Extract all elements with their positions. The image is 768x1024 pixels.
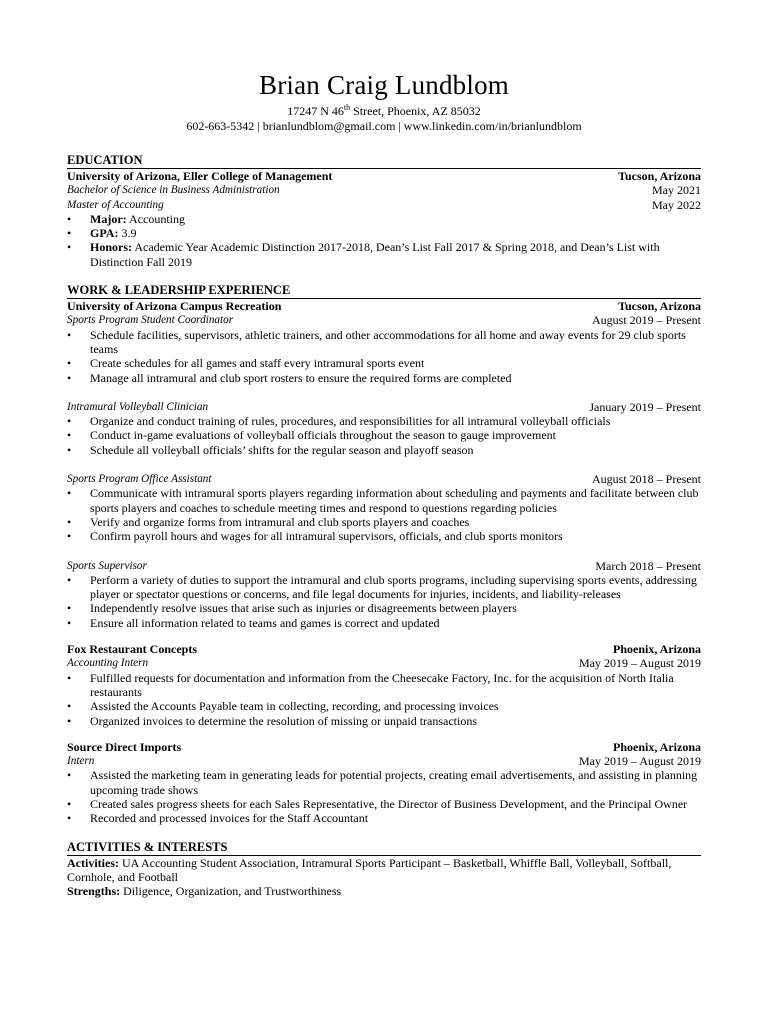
spacer xyxy=(67,544,701,559)
org-row xyxy=(67,299,701,313)
degree-bachelor: Bachelor of Science in Business Administration xyxy=(67,184,280,197)
education-gpa xyxy=(67,226,701,240)
address-ordinal: th xyxy=(343,103,351,112)
school-name: University of Arizona, Eller College of Management xyxy=(67,169,333,183)
org-location: Phoenix, Arizona xyxy=(612,739,701,754)
bullet-item: • Independently resolve issues that arise such as injuries or disagreements between players xyxy=(67,601,701,615)
role-bullets xyxy=(67,414,701,457)
spacer xyxy=(67,728,701,740)
role-date: May 2019 – August 2019 xyxy=(578,656,701,671)
bullet-item: • Organize and conduct training of rules, procedures, and responsibilities for all intramural volleyball officials xyxy=(67,414,701,428)
role-title: Intramural Volleyball Clinician xyxy=(67,400,209,413)
org-row xyxy=(67,642,701,656)
gpa-value: 3.9 xyxy=(118,226,137,241)
spacer xyxy=(67,630,701,642)
role-date: August 2019 – Present xyxy=(592,313,701,328)
role-date: May 2019 – August 2019 xyxy=(578,754,701,769)
school-location: Tucson, Arizona xyxy=(618,169,701,183)
contact-line: 602-663-5342 | brianlundblom@gmail.com | www.linkedin.com/in/brianlundblom xyxy=(186,119,582,133)
bullet-item: • Recorded and processed invoices for the Staff Accountant xyxy=(67,811,701,825)
degree-master: Master of Accounting xyxy=(67,198,164,211)
role-row xyxy=(67,754,701,768)
activities-line xyxy=(67,856,701,885)
bullet-item: • Schedule all volleyball officials’ shifts for the regular season and playoff season xyxy=(67,443,701,457)
role-bullets xyxy=(67,671,701,728)
bullet-item: • Organized invoices to determine the resolution of missing or unpaid transactions xyxy=(67,714,701,728)
major-value: Accounting xyxy=(126,211,185,226)
address-street: 17247 N 46 xyxy=(287,104,344,118)
degree-master-date: May 2022 xyxy=(652,197,701,212)
education-honors xyxy=(67,240,701,269)
bullet-item: • Ensure all information related to teams and games is correct and updated xyxy=(67,616,701,630)
role-date: January 2019 – Present xyxy=(589,399,701,414)
bullet-item: • Communicate with intramural sports players regarding information about scheduling and payments and facilitate between club sports players and coaches to schedule meeting times and respond to questions regarding policies xyxy=(67,486,701,515)
role-bullets xyxy=(67,328,701,385)
role-row xyxy=(67,313,701,327)
role-title: Accounting Intern xyxy=(67,657,149,670)
bullet-item: • Confirm payroll hours and wages for all intramural supervisors, officials, and club sports monitors xyxy=(67,529,701,543)
strengths-label: Strengths: xyxy=(67,884,121,899)
role-bullets xyxy=(67,486,701,543)
address-city: Street, Phoenix, AZ 85032 xyxy=(350,104,481,118)
spacer xyxy=(67,457,701,472)
resume-page xyxy=(67,0,701,898)
org-location: Phoenix, Arizona xyxy=(612,642,701,657)
bullet-item: • Conduct in-game evaluations of volleyball officials throughout the season to gauge improvement xyxy=(67,428,701,442)
education-major xyxy=(67,212,701,226)
bullet-item: • Perform a variety of duties to support the intramural and club sports programs, including supervising sports events, addressing player or spectator questions or concerns, and file legal documents for injuries, incidents, and liability-releases xyxy=(67,573,701,602)
org-location: Tucson, Arizona xyxy=(618,299,701,314)
bullet-item: • Assisted the Accounts Payable team in collecting, recording, and processing invoices xyxy=(67,699,701,713)
education-heading: EDUCATION xyxy=(67,153,143,167)
degree-row-2 xyxy=(67,198,701,212)
bullet-item: • Verify and organize forms from intramural and club sports players and coaches xyxy=(67,515,701,529)
role-row xyxy=(67,400,701,414)
org-name: Fox Restaurant Concepts xyxy=(67,642,197,657)
activities-label: Activities: xyxy=(67,855,119,870)
education-school-row xyxy=(67,169,701,183)
resume-name: Brian Craig Lundblom xyxy=(259,70,509,100)
role-row xyxy=(67,656,701,670)
role-date: August 2018 – Present xyxy=(592,472,701,487)
bullet-item: • Schedule facilities, supervisors, athletic trainers, and other accommodations for all home and away events for 29 club sports teams xyxy=(67,328,701,357)
spacer xyxy=(67,385,701,400)
experience-heading: WORK & LEADERSHIP EXPERIENCE xyxy=(67,283,291,298)
role-row xyxy=(67,559,701,573)
activities-heading: ACTIVITIES & INTERESTS xyxy=(67,839,228,854)
bullet-item: • Fulfilled requests for documentation and information from the Cheesecake Factory, Inc. for the acquisition of North Italia restaurants xyxy=(67,671,701,700)
org-name: Source Direct Imports xyxy=(67,739,182,754)
role-title: Sports Program Student Coordinator xyxy=(67,314,234,327)
role-title: Sports Supervisor xyxy=(67,559,147,572)
gpa-label: GPA: xyxy=(90,226,119,241)
bullet-item: • Assisted the marketing team in generating leads for potential projects, creating email advertisements, and assisting in planning upcoming trade shows xyxy=(67,768,701,797)
role-date: March 2018 – Present xyxy=(595,558,701,573)
major-label: Major: xyxy=(90,211,127,226)
education-bullets xyxy=(67,212,701,269)
bullet-item: • Create schedules for all games and staff every intramural sports event xyxy=(67,356,701,370)
role-title: Intern xyxy=(67,755,95,768)
bullet-item: • Manage all intramural and club sport rosters to ensure the required forms are completed xyxy=(67,371,701,385)
activities-value: UA Accounting Student Association, Intramural Sports Participant – Basketball, Whiffle Ball, Volleyball, Softball, Cornhole, and Football xyxy=(67,855,672,884)
org-name: University of Arizona Campus Recreation xyxy=(67,299,282,314)
bullet-item: • Created sales progress sheets for each Sales Representative, the Director of Business Development, and the Principal Owner xyxy=(67,797,701,811)
org-row xyxy=(67,740,701,754)
role-bullets xyxy=(67,573,701,630)
strengths-value: Diligence, Organization, and Trustworthiness xyxy=(120,884,342,899)
role-bullets xyxy=(67,768,701,825)
honors-value: Academic Year Academic Distinction 2017-2018, Dean’s List Fall 2017 & Spring 2018, and Dean’s List with Distinction Fall 2019 xyxy=(90,240,660,269)
degree-row-1 xyxy=(67,183,701,197)
degree-bachelor-date: May 2021 xyxy=(652,183,701,198)
strengths-line xyxy=(67,884,701,898)
honors-label: Honors: xyxy=(90,240,132,255)
role-row xyxy=(67,472,701,486)
address-line xyxy=(67,100,701,119)
role-title: Sports Program Office Assistant xyxy=(67,473,212,486)
